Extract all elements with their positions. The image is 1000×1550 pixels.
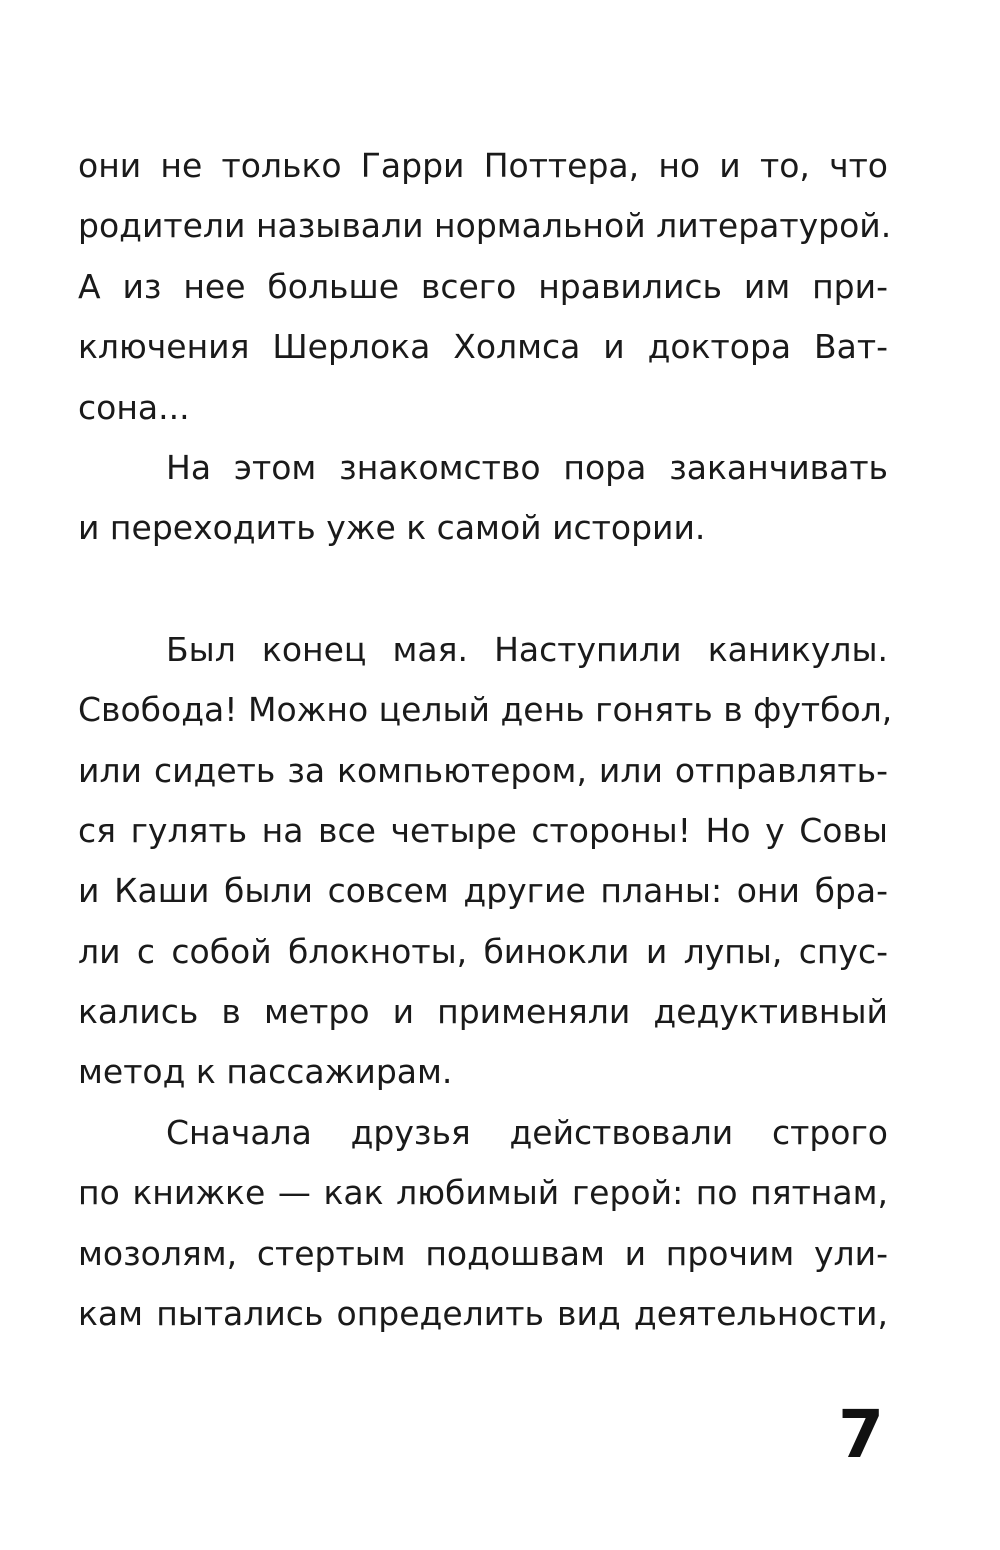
text-line: мозолям, стертым подошвам и прочим ули-	[78, 1233, 888, 1273]
text-line: Свобода! Можно целый день гонять в футбол,	[78, 690, 893, 730]
text-line: ли с собой блокноты, бинокли и лупы, спус-	[78, 931, 888, 971]
text-line: по книжке — как любимый герой: по пятнам,	[78, 1173, 888, 1213]
section-break	[78, 559, 888, 620]
text-line: метод к пассажирам.	[78, 1052, 453, 1092]
text-line: родители называли нормальной литературой.	[78, 206, 892, 246]
text-line: На этом знакомство пора заканчивать	[166, 447, 888, 487]
text-line: и переходить уже к самой истории.	[78, 508, 706, 548]
text-line: кам пытались определить вид деятельности,	[78, 1294, 888, 1334]
text-line: они не только Гарри Поттера, но и то, что	[78, 146, 888, 185]
text-line: или сидеть за компьютером, или отправлять-	[78, 750, 888, 790]
text-line: ся гулять на все четыре стороны! Но у Совы	[78, 810, 888, 850]
text-line: кались в метро и применяли дедуктивный	[78, 992, 888, 1032]
text-line: и Каши были совсем другие планы: они бра-	[78, 871, 888, 911]
page-number: 7	[838, 1396, 884, 1473]
text-line: А из нее больше всего нравились им при-	[78, 266, 888, 306]
body-text	[78, 136, 893, 1344]
text-line: Сначала друзья действовали строго	[166, 1112, 888, 1152]
text-line: ключения Шерлока Холмса и доктора Ват-	[78, 327, 888, 367]
text-line: Был конец мая. Наступили каникулы.	[166, 629, 888, 669]
text-line: сона...	[78, 387, 190, 427]
